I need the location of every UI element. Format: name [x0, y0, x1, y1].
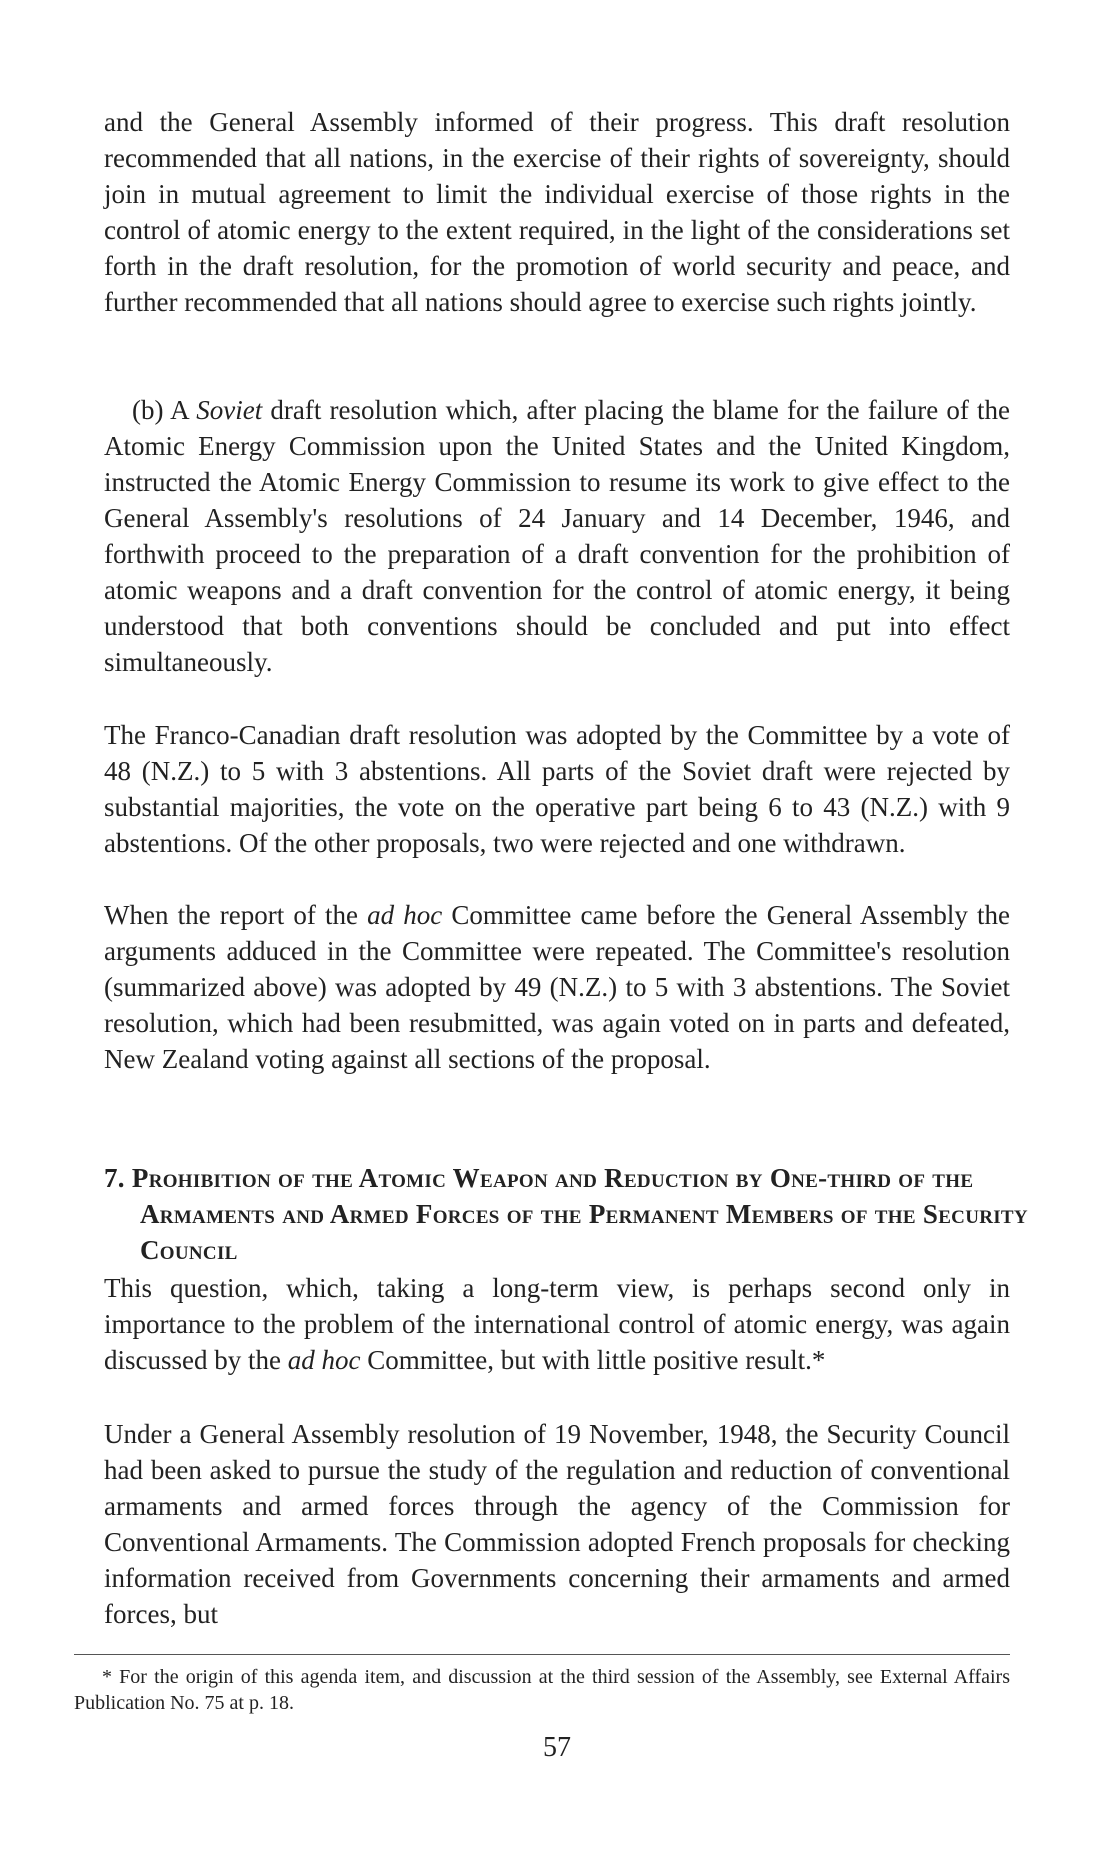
paragraph-text: The Franco-Canadian draft resolution was adopted by the Committee by a vote of 48 (N.Z.) to 5 with 3 abstentions. All parts of the Soviet draft were rejected by substantial majorities, the vote on the operative part being 6 to 43 (N.Z.) with 9 abstentions. Of the other proposals, two were rejected and one withdrawn. [104, 720, 1010, 858]
paragraph-text-pre: This question, which, taking a long-term view, is perhaps second only in importance to the problem of the international control of atomic energy, was again discussed by the [104, 1273, 1010, 1375]
italic-term: ad hoc [287, 1345, 361, 1375]
italic-term: ad hoc [367, 900, 443, 930]
paragraph-assembly-progress [104, 104, 1010, 320]
paragraph-security-council [104, 1416, 1010, 1632]
paragraph-text: and the General Assembly informed of their progress. This draft resolution recommended that all nations, in the exercise of their rights of sovereignty, should join in mutual agreement to limit the individual exercise of those rights in the control of atomic energy to the extent required, in the light of the considerations set forth in the draft resolution, for the promotion of world security and peace, and further recommended that all nations should agree to exercise such rights jointly. [104, 107, 1010, 317]
footnote-rule [74, 1654, 1010, 1655]
paragraph-text-post: Committee, but with little positive result.* [360, 1345, 826, 1375]
paragraph-question-importance [104, 1270, 1010, 1378]
footnote: * For the origin of this agenda item, and discussion at the third session of the Assembly, see External Affairs Publication No. 75 at p. 18. [74, 1666, 1010, 1714]
paragraph-text-pre: (b) A [132, 395, 197, 425]
paragraph-text: Under a General Assembly resolution of 19 November, 1948, the Security Council had been asked to pursue the study of the regulation and reduction of conventional armaments and armed forces through the agency of the Commission for Conventional Armaments. The Commission adopted French proposals for checking information received from Governments concerning their armaments and armed forces, but [104, 1419, 1010, 1629]
page-number: 57 [543, 1732, 571, 1763]
paragraph-soviet-draft [104, 392, 1010, 680]
paragraph-text-post: Committee came before the General Assembly the arguments adduced in the Committee were repeated. The Committee's resolution (summarized above) was adopted by 49 (N.Z.) to 5 with 3 abstentions. The Soviet resolution, which had been resubmitted, was again voted on in parts and defeated, New Zealand voting against all sections of the proposal. [104, 900, 1010, 1074]
section-heading: 7. Prohibition of the Atomic Weapon and Reduction by One-third of the Armaments and Armed Forces of the Permanent Members of the Security Council [104, 1163, 1028, 1265]
paragraph-text-post: draft resolution which, after placing the blame for the failure of the Atomic Energy Commission upon the United States and the United Kingdom, instructed the Atomic Energy Commission to resume its work to give effect to the General Assembly's resolutions of 24 January and 14 December, 1946, and forthwith proceed to the preparation of a draft convention for the prohibition of atomic weapons and a draft convention for the control of atomic energy, it being understood that both conventions should be concluded and put into effect simultaneously. [104, 395, 1010, 677]
paragraph-general-assembly-report [104, 897, 1010, 1077]
paragraph-committee-vote [104, 717, 1010, 861]
italic-term: Soviet [196, 395, 263, 425]
paragraph-text-pre: When the report of the [104, 900, 368, 930]
